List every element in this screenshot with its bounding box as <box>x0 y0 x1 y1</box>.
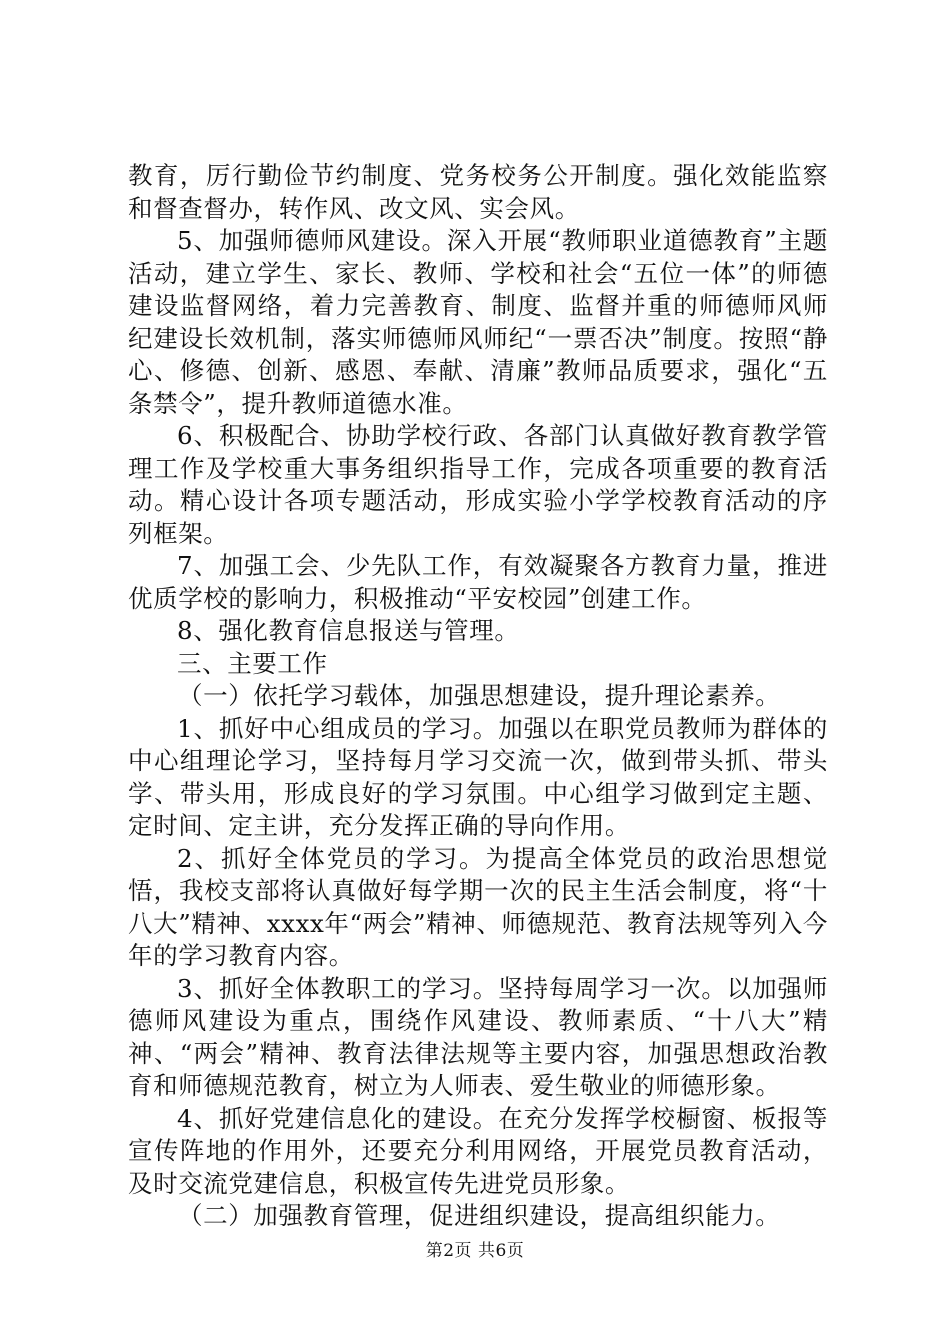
paragraph-item-6: 6、积极配合、协助学校行政、各部门认真做好教育教学管理工作及学校重大事务组织指导工作，完成各项重要的教育活动。精心设计各项专题活动，形成实验小学学校教育活动的序列框架。 <box>128 421 828 548</box>
page-footer: 第2页 共6页 <box>425 1241 525 1261</box>
paragraph-study-4: 4、抓好党建信息化的建设。在充分发挥学校橱窗、板报等宣传阵地的作用外，还要充分利用网络，开展党员教育活动，及时交流党建信息，积极宣传先进党员形象。 <box>128 1103 828 1198</box>
paragraph-study-3: 3、抓好全体教职工的学习。坚持每周学习一次。以加强师德师风建设为重点，围绕作风建设、教师素质、“十八大”精神、“两会”精神、教育法律法规等主要内容，加强思想政治教育和师德规范教育，树立为人师表、爱生敬业的师德形象。 <box>128 973 828 1100</box>
section-heading-main-work: 三、主要工作 <box>177 648 328 678</box>
document-body <box>128 160 828 1233</box>
paragraph-item-5: 5、加强师德师风建设。深入开展“教师职业道德教育”主题活动，建立学生、家长、教师、学校和社会“五位一体”的师德建设监督网络，着力完善教育、制度、监督并重的师德师风师纪建设长效机制，落实师德师风师纪“一票否决”制度。按照“静心、修德、创新、感恩、奉献、清廉”教师品质要求，强化“五条禁令”，提升教师道德水准。 <box>128 226 828 418</box>
subsection-heading-1: （一）依托学习载体，加强思想建设，提升理论素养。 <box>178 681 781 710</box>
subsection-heading-2: （二）加强教育管理，促进组织建设，提高组织能力。 <box>178 1201 781 1230</box>
paragraph-item-7: 7、加强工会、少先队工作，有效凝聚各方教育力量，推进优质学校的影响力，积极推动“平安校园”创建工作。 <box>128 551 828 613</box>
paragraph-intro-continuation: 教育，厉行勤俭节约制度、党务校务公开制度。强化效能监察和督查督办，转作风、改文风、实会风。 <box>128 161 828 223</box>
paragraph-study-2: 2、抓好全体党员的学习。为提高全体党员的政治思想觉悟，我校支部将认真做好每学期一次的民主生活会制度，将“十八大”精神、xxxx年“两会”精神、师德规范、教育法规等列入今年的学习教育内容。 <box>128 843 828 970</box>
paragraph-item-8: 8、强化教育信息报送与管理。 <box>177 616 520 645</box>
paragraph-study-1: 1、抓好中心组成员的学习。加强以在职党员教师为群体的中心组理论学习，坚持每月学习交流一次，做到带头抓、带头学、带头用，形成良好的学习氛围。中心组学习做到定主题、定时间、定主讲，充分发挥正确的导向作用。 <box>128 713 828 840</box>
